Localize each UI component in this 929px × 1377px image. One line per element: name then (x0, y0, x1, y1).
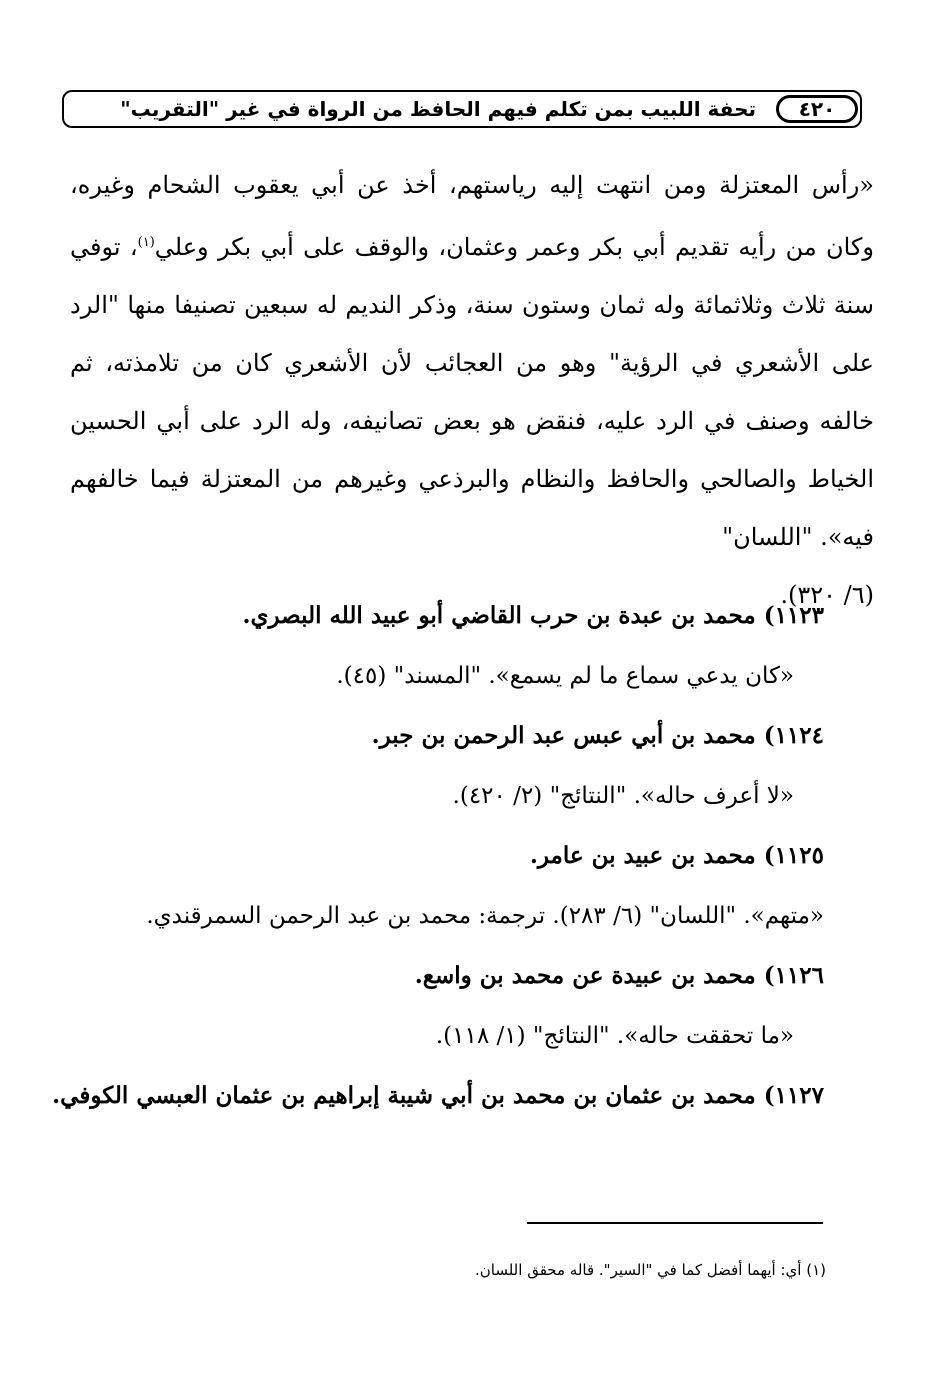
entry-1124-heading (70, 706, 824, 766)
entry-name: محمد بن أبي عبس عبد الرحمن بن جبر. (371, 722, 756, 749)
narrator-entries (52, 586, 824, 1126)
page-number: ٤٢٠ (776, 95, 858, 123)
entry-number: ١١٢٤) (763, 722, 824, 749)
paragraph-text-part1: «رأس المعتزلة ومن انتهت إليه رياستهم، أخذ عن أبي يعقوب الشحام وغيره، وكان من رأيه تقديم أبي بكر وعمر وعثمان، والوقف على أبي بكر وعلي (70, 171, 874, 261)
entry-number: ١١٢٦) (763, 962, 824, 989)
entry-name: محمد بن عثمان بن محمد بن أبي شيبة إبراهيم بن عثمان العبسي الكوفي. (52, 1082, 756, 1109)
entry-name: محمد بن عبيدة عن محمد بن واسع. (414, 962, 756, 989)
entry-1126-heading (70, 946, 824, 1006)
entry-1123-heading (70, 586, 824, 646)
entry-name: محمد بن عبيد بن عامر. (529, 842, 756, 869)
main-paragraph-block (70, 156, 874, 624)
entry-number: ١١٢٣) (763, 602, 824, 629)
entry-1126-note: «ما تحققت حاله». "النتائج" (١/ ١١٨). (435, 1023, 794, 1049)
running-title: تحفة اللبيب بمن تكلم فيهم الحافظ من الرواة في غير "التقريب" (120, 97, 756, 121)
entry-1124-note: «لا أعرف حاله». "النتائج" (٢/ ٤٢٠). (452, 783, 794, 809)
entry-1127-heading (52, 1066, 824, 1126)
entry-1125-heading (70, 826, 824, 886)
entry-number: ١١٢٥) (763, 842, 824, 869)
entry-1125-note: «متهم». "اللسان" (٦/ ٢٨٣). ترجمة: محمد بن عبد الرحمن السمرقندي. (146, 903, 824, 929)
biography-paragraph (70, 156, 874, 566)
footnote: (١) أي: أيهما أفضل كما في "السير". قاله محقق اللسان. (474, 1261, 826, 1279)
paragraph-text-part2: ، توفي سنة ثلاث وثلاثمائة وله ثمان وستون سنة، وذكر النديم له سبعين تصنيفا منها "الرد على الأشعري في الرؤية" وهو من العجائب لأن الأشعري كان من تلامذته، ثم خالفه وصنف في الرد عليه، فنقض هو بعض تصانيفه، وله الرد على أبي الحسين الخياط والصالحي والحافظ والنظام والبرذعي وغيرهم من المعتزلة فيما خالفهم فيه». "اللسان" (70, 233, 874, 551)
entry-1123-note: «كان يدعي سماع ما لم يسمع». "المسند" (٤٥). (336, 663, 794, 689)
footnote-divider (527, 1222, 823, 1224)
page-header (62, 90, 862, 128)
footnote-marker: (١) (137, 235, 155, 250)
entry-name: محمد بن عبدة بن حرب القاضي أبو عبيد الله البصري. (242, 602, 756, 629)
entry-number: ١١٢٧) (763, 1082, 824, 1109)
paragraph-reference: (٦/ ٣٢٠). (780, 581, 874, 609)
